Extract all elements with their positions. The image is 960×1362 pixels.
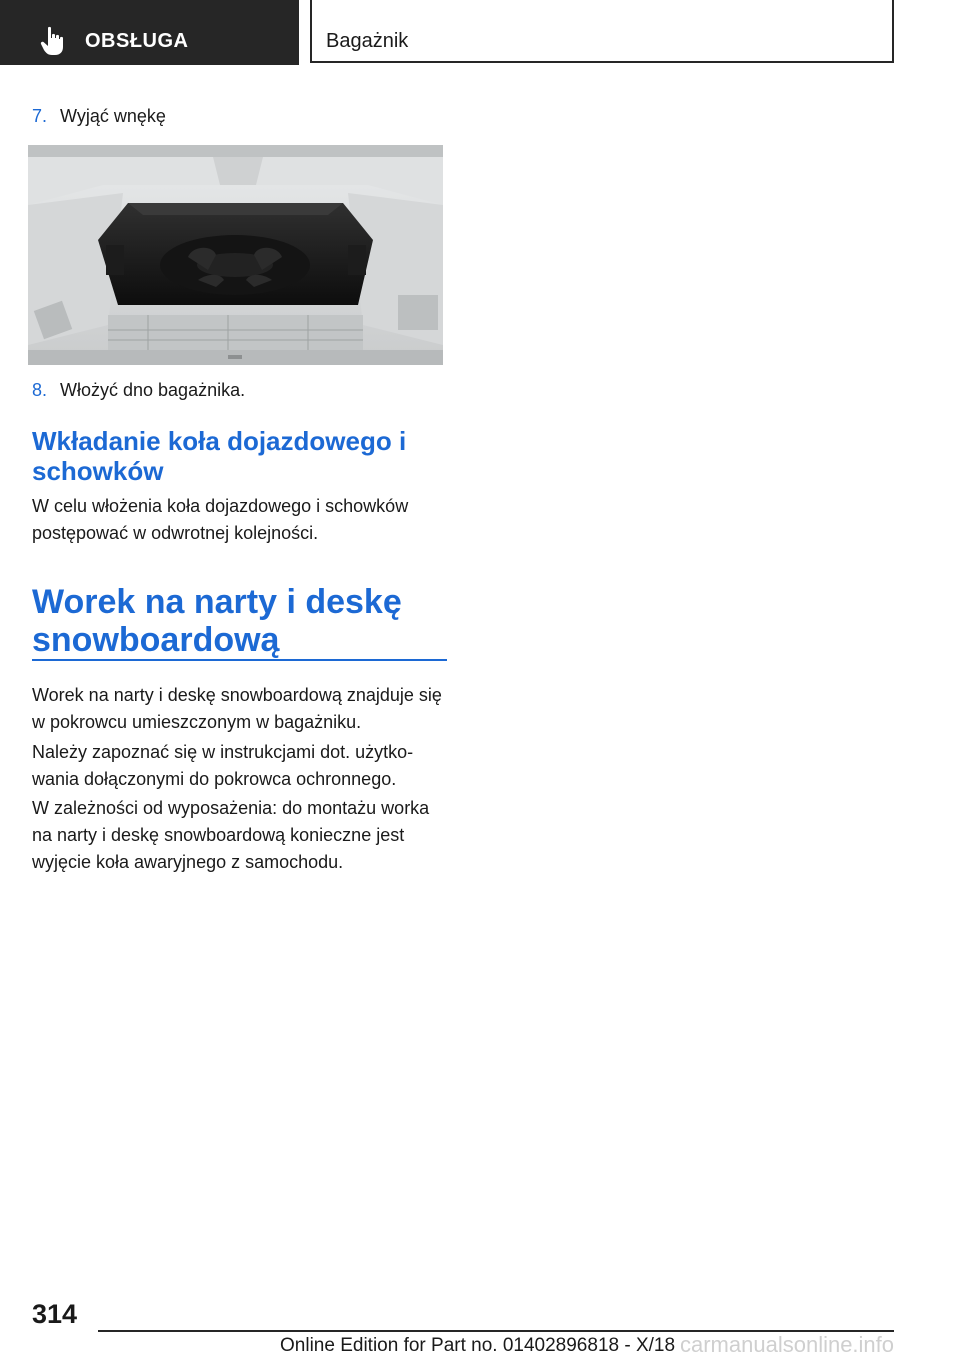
step-text: Włożyć dno bagażnika. <box>60 380 246 400</box>
edition-text: Online Edition for Part no. 01402896818 - X/18 <box>280 1335 676 1356</box>
section-paragraph: Worek na narty i deskę snowboardową znajduje się w pokrowcu umieszczonym w bagażniku. <box>32 685 442 732</box>
subsection-paragraph: W celu włożenia koła dojazdowego i schowków postępować w odwrotnej kolejności. <box>32 496 409 543</box>
heading-divider <box>32 659 447 661</box>
section-paragraph: W zależności od wyposażenia: do montażu worka na narty i deskę snowboardową konieczne jest wyjęcie koła awaryjnego z samochodu. <box>32 798 430 872</box>
section-paragraph: Należy zapoznać się w instrukcjami dot. użytkowania dołączonymi do pokrowca ochronnego. <box>32 742 414 789</box>
subsection-heading: Wkładanie koła dojazdowego i schowków <box>32 426 407 486</box>
section-heading: Worek na narty i deskę snowboardową <box>32 583 402 659</box>
trunk-photo <box>28 145 443 365</box>
page-number: 314 <box>32 1299 78 1329</box>
step-item <box>32 378 245 402</box>
step-number: 8. <box>32 380 48 400</box>
section-tab <box>0 0 299 65</box>
page-title: Bagażnik <box>326 30 409 52</box>
step-item <box>32 104 166 128</box>
hand-pointer-icon <box>40 26 66 56</box>
section-label: OBSŁUGA <box>85 30 189 52</box>
watermark: carmanualsonline.info <box>680 1332 895 1357</box>
step-text: Wyjąć wnękę <box>60 106 166 126</box>
page-header <box>310 0 894 63</box>
step-number: 7. <box>32 106 48 126</box>
